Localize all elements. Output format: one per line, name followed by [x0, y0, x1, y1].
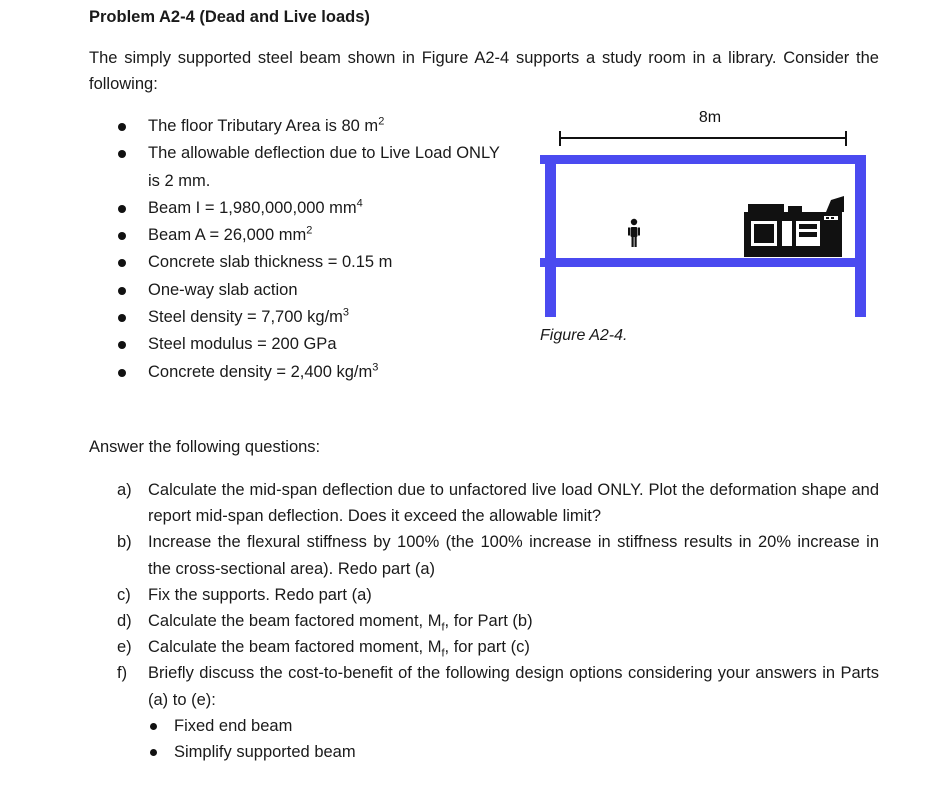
list-item: Concrete density = 2,400 $kg/m^3$ [114, 359, 514, 386]
problem-intro: The simply supported steel beam shown in Figure A2-4 supports a study room in a library. Consider the following: [89, 49, 879, 93]
list-item: Steel density = 7,700 $kg/m^3$ [114, 304, 514, 331]
list-item: The allowable deflection due to Live Load ONLY is 2 mm. [114, 140, 508, 195]
list-item: d) Calculate the beam factored moment, $M_f$, for Part (b) [117, 612, 533, 634]
machinery-icon [744, 196, 844, 257]
design-options-list [114, 713, 879, 765]
list-item: Beam A = 26,000 $mm^2$ [114, 222, 514, 249]
left-column [545, 155, 556, 317]
list-item [114, 713, 879, 765]
figure-caption: Figure A2-4. [540, 327, 628, 344]
list-item: Steel modulus = 200 GPa [114, 331, 514, 358]
beam-figure [520, 100, 900, 350]
list-item: a) Calculate the mid-span deflection due to unfactored live load ONLY. Plot the deformation shape and report mid-span deflection. Does it exceed the allowable limit? [117, 481, 879, 526]
questions-heading: Answer the following questions: [89, 438, 321, 456]
span-dimension [560, 109, 846, 146]
list-item: Concrete slab thickness = 0.15 m [114, 249, 514, 276]
list-item: Simplify supported beam [114, 739, 879, 765]
considerations-list [114, 113, 514, 386]
list-item: f) Briefly discuss the cost-to-benefit of the following design options considering your answers in Parts (a) to (e): [117, 664, 879, 709]
list-item: Beam I = 1,980,000,000 $mm^4$ [114, 195, 514, 222]
list-item: The floor Tributary Area is 80 $m^2$ [114, 113, 514, 140]
person-icon [628, 219, 640, 247]
roof-beam [540, 155, 866, 164]
floor-beam [540, 258, 866, 267]
list-item: b) Increase the flexural stiffness by 100% (the 100% increase in stiffness results in 20% increase in the cross-sectional area). Redo part (a) [117, 533, 879, 578]
list-item: e) Calculate the beam factored moment, $M_f$, for part (c) [117, 638, 530, 660]
list-item: One-way slab action [114, 277, 514, 304]
list-item: c) Fix the supports. Redo part (a) [117, 585, 372, 604]
span-label: 8m [698, 109, 722, 126]
right-column [855, 155, 866, 317]
questions-list [114, 477, 879, 765]
list-item: Fixed end beam [114, 713, 879, 739]
problem-title: Problem A2-4 (Dead and Live loads) [89, 8, 370, 26]
